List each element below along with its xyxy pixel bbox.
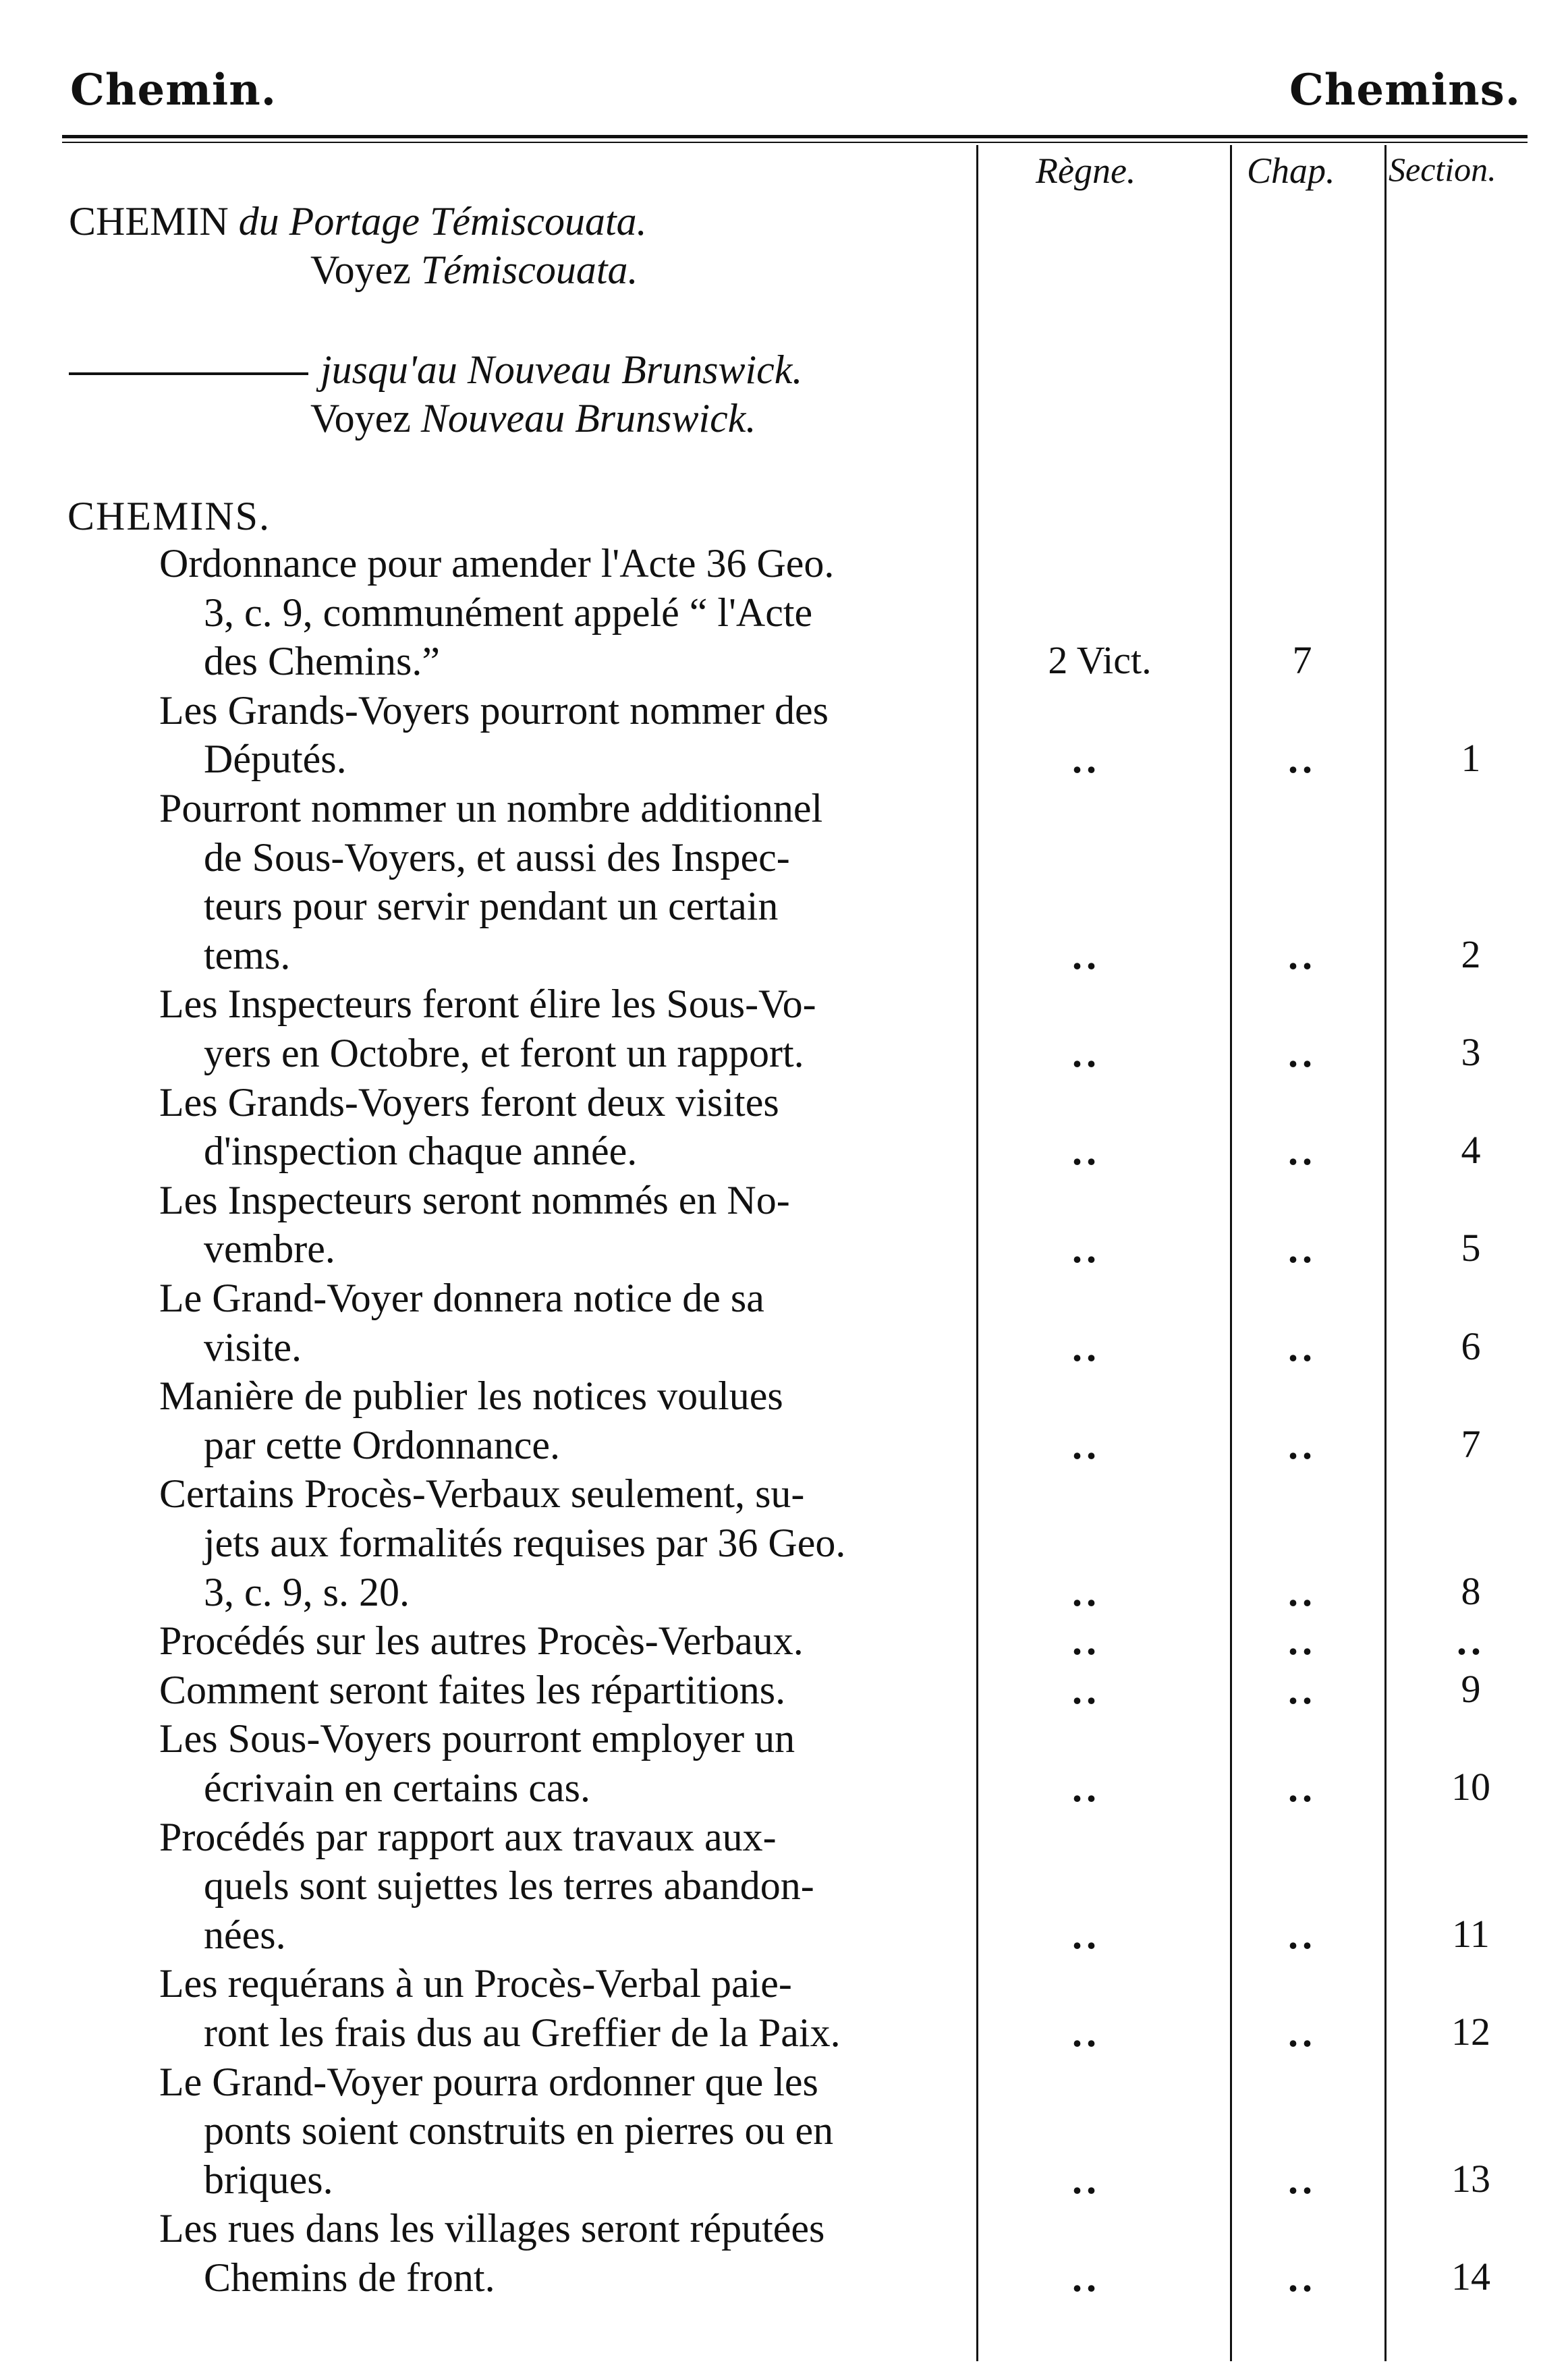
intro-entry-1-lead: CHEMIN	[69, 199, 229, 244]
column-header-chap: Chap.	[1247, 150, 1335, 191]
section-heading: CHEMINS.	[67, 494, 271, 538]
entry-3-line-2: de Sous-Voyers, et aussi des Inspec-	[204, 835, 790, 880]
entry-7-line-2: visite.	[204, 1324, 302, 1369]
entry-12-section: 10	[1451, 1765, 1490, 1809]
entry-3-chap-ditto: ..	[1288, 932, 1316, 978]
entry-1-line-1: Ordonnance pour amender l'Acte 36 Geo.	[159, 541, 835, 586]
entry-13-line-3: nées.	[204, 1912, 286, 1957]
column-divider-2	[1230, 145, 1232, 2361]
entry-8-line-1: Manière de publier les notices voulues	[159, 1374, 783, 1419]
entry-9-regne-ditto: ..	[1072, 1569, 1100, 1614]
entry-6-line-2: vembre.	[204, 1226, 335, 1272]
entry-11-line-1: Comment seront faites les répartitions.	[159, 1667, 786, 1712]
entry-15-line-3: briques.	[204, 2157, 333, 2202]
entry-11-regne-ditto: ..	[1072, 1667, 1100, 1712]
intro-entry-2-ref: Nouveau Brunswick.	[420, 396, 756, 441]
entry-16-chap-ditto: ..	[1288, 2255, 1316, 2300]
entry-8-chap-ditto: ..	[1288, 1422, 1316, 1467]
entry-7-regne-ditto: ..	[1072, 1324, 1100, 1369]
entry-10-line-1: Procédés sur les autres Procès-Verbaux.	[159, 1618, 804, 1664]
entry-16-regne-ditto: ..	[1072, 2255, 1100, 2300]
column-divider-3	[1384, 145, 1387, 2361]
entry-2-regne-ditto: ..	[1072, 737, 1100, 782]
entry-14-regne-ditto: ..	[1072, 2010, 1100, 2055]
entry-4-line-2: yers en Octobre, et feront un rapport.	[204, 1031, 804, 1075]
entry-14-line-2: ront les frais dus au Greffier de la Paix.	[204, 2010, 841, 2055]
entry-4-line-1: Les Inspecteurs feront élire les Sous-Vo-	[159, 982, 816, 1027]
entry-13-line-2: quels sont sujettes les terres abandon-	[204, 1863, 814, 1909]
entry-10-regne-ditto: ..	[1072, 1618, 1100, 1664]
entry-1-chap: 7	[1292, 638, 1312, 683]
entry-3-line-1: Pourront nommer un nombre additionnel	[159, 786, 823, 830]
entry-12-regne-ditto: ..	[1072, 1766, 1100, 1810]
intro-entry-1-see	[310, 250, 638, 290]
entry-4-chap-ditto: ..	[1288, 1031, 1316, 1075]
entry-6-section: 5	[1461, 1226, 1481, 1270]
entry-16-line-2: Chemins de front.	[204, 2255, 495, 2300]
entry-14-section: 12	[1451, 2010, 1490, 2054]
entry-11-section: 9	[1461, 1666, 1481, 1711]
entry-16-line-1: Les rues dans les villages seront réputées	[159, 2206, 825, 2251]
entry-14-chap-ditto: ..	[1288, 2010, 1316, 2055]
entry-2-chap-ditto: ..	[1288, 737, 1316, 782]
entry-15-line-2: ponts soient construits en pierres ou en	[204, 2108, 834, 2153]
entry-13-section: 11	[1452, 1911, 1490, 1956]
entry-12-line-1: Les Sous-Voyers pourront employer un	[159, 1716, 795, 1761]
entry-9-line-3: 3, c. 9, s. 20.	[204, 1569, 410, 1614]
entry-15-line-1: Le Grand-Voyer pourra ordonner que les	[159, 2059, 818, 2104]
entry-7-chap-ditto: ..	[1288, 1324, 1316, 1369]
entry-6-chap-ditto: ..	[1288, 1226, 1316, 1272]
entry-15-regne-ditto: ..	[1072, 2157, 1100, 2202]
entry-3-regne-ditto: ..	[1072, 932, 1100, 978]
entry-5-line-2: d'inspection chaque année.	[204, 1129, 638, 1174]
column-header-regne: Règne.	[1036, 150, 1136, 191]
entry-14-line-1: Les requérans à un Procès-Verbal paie-	[159, 1961, 792, 2006]
entry-9-section: 8	[1461, 1569, 1481, 1613]
entry-16-section: 14	[1451, 2255, 1490, 2298]
header-rule-thin	[62, 142, 1528, 143]
intro-entry-1-title: du Portage Témiscouata.	[238, 199, 647, 244]
entry-5-line-1: Les Grands-Voyers feront deux visites	[159, 1079, 779, 1125]
entry-1-line-3: des Chemins.”	[204, 639, 440, 684]
column-header-section: Section.	[1389, 150, 1496, 188]
header-rule	[62, 135, 1528, 138]
entry-12-line-2: écrivain en certains cas.	[204, 1766, 591, 1810]
entry-9-line-2: jets aux formalités requises par 36 Geo.	[204, 1521, 846, 1565]
entry-11-chap-ditto: ..	[1288, 1667, 1316, 1712]
entry-3-line-3: teurs pour servir pendant un certain	[204, 884, 779, 929]
entry-13-line-1: Procédés par rapport aux travaux aux-	[159, 1814, 777, 1859]
entry-5-section: 4	[1461, 1128, 1481, 1173]
entry-8-regne-ditto: ..	[1072, 1422, 1100, 1467]
entry-13-regne-ditto: ..	[1072, 1912, 1100, 1957]
intro-entry-2-title: jusqu'au Nouveau Brunswick.	[320, 347, 803, 392]
intro-entry-2-voyez: Voyez	[310, 396, 411, 441]
entry-2-line-2: Députés.	[204, 737, 347, 782]
running-header-left: Chemin.	[70, 65, 277, 115]
entry-15-section: 13	[1451, 2156, 1490, 2201]
entry-3-line-4: tems.	[204, 932, 291, 978]
entry-7-line-1: Le Grand-Voyer donnera notice de sa	[159, 1276, 764, 1320]
entry-15-chap-ditto: ..	[1288, 2157, 1316, 2202]
entry-6-regne-ditto: ..	[1072, 1226, 1100, 1272]
entry-10-section: ..	[1457, 1618, 1485, 1664]
entry-2-line-1: Les Grands-Voyers pourront nommer des	[159, 687, 829, 733]
entry-12-chap-ditto: ..	[1288, 1766, 1316, 1810]
ditto-dash	[69, 372, 308, 375]
entry-10-chap-ditto: ..	[1288, 1618, 1316, 1664]
intro-entry-1-voyez: Voyez	[310, 248, 411, 292]
entry-8-line-2: par cette Ordonnance.	[204, 1422, 561, 1467]
entry-4-section: 3	[1461, 1030, 1481, 1074]
intro-entry-2-see	[310, 398, 756, 439]
entry-5-chap-ditto: ..	[1288, 1129, 1316, 1174]
intro-entry-2	[69, 349, 802, 390]
entry-4-regne-ditto: ..	[1072, 1031, 1100, 1075]
column-divider-1	[976, 145, 978, 2361]
entry-1-line-2: 3, c. 9, communément appelé “ l'Acte	[204, 590, 813, 635]
entry-5-regne-ditto: ..	[1072, 1129, 1100, 1174]
entry-2-section: 1	[1461, 736, 1481, 781]
entry-3-section: 2	[1461, 932, 1481, 976]
intro-entry-1	[69, 201, 647, 242]
entry-7-section: 6	[1461, 1324, 1481, 1368]
intro-entry-1-ref: Témiscouata.	[420, 248, 638, 292]
entry-13-chap-ditto: ..	[1288, 1912, 1316, 1957]
entry-8-section: 7	[1461, 1421, 1481, 1466]
entry-1-regne: 2 Vict.	[1048, 638, 1152, 683]
entry-9-line-1: Certains Procès-Verbaux seulement, su-	[159, 1471, 805, 1517]
entry-9-chap-ditto: ..	[1288, 1569, 1316, 1614]
entry-6-line-1: Les Inspecteurs seront nommés en No-	[159, 1177, 790, 1222]
running-header-right: Chemins.	[1289, 65, 1521, 115]
